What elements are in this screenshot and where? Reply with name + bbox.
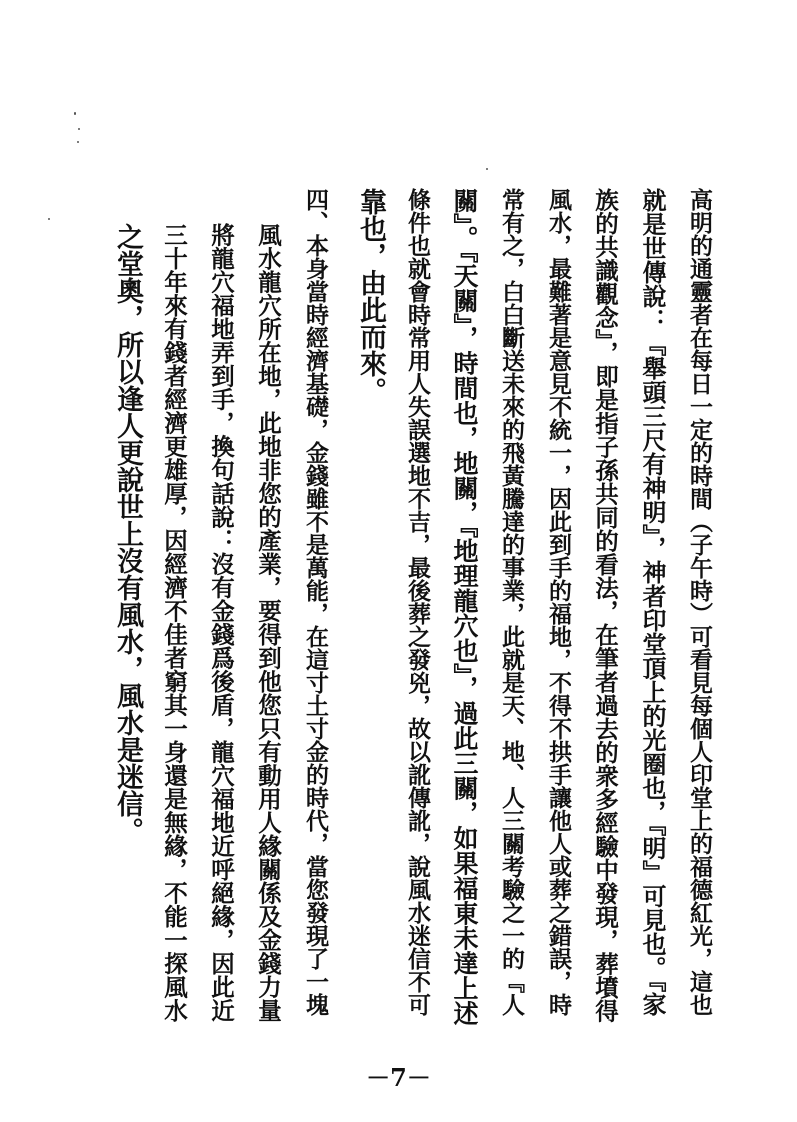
text-line: 族的共識觀念』，即是指子孫共同的看法，在筆者過去的衆多經驗中發現，葬墳得 [591, 188, 619, 1023]
scan-speck [48, 218, 50, 220]
scan-speck [78, 128, 80, 130]
page-number: －7－ [366, 1063, 431, 1092]
text-line: 常有之，白白斷送未來的飛黃騰達的事業，此就是天、地、人三關考驗之一的『人 [498, 188, 525, 1016]
text-line: 風水，最難著是意見不統一，因此到手的福地，不得不拱手讓他人或葬之錯誤，時 [545, 188, 572, 1016]
text-line: 靠也，由此而來。 [355, 188, 386, 404]
text-line: 將龍穴福地弄到手，換句話說：沒有金錢爲後盾，龍穴福地近呼絕緣，因此近 [207, 223, 235, 1022]
text-line: 之堂奧，所以逢人更說世上沒有風水，風水是迷信。 [112, 223, 143, 844]
text-line: 條件也就會時常用人失誤選地不吉，最後葬之發兇，故以訛傳訛，說風水迷信不可 [404, 188, 431, 1016]
text-line: 關』。『天關』，時間也，地關，『地理龍穴也』，過此三關，如果福東未達上述 [450, 188, 479, 1026]
text-line: 四、本身當時經濟基礎，金錢雖不是萬能，在這寸土寸金的時代，當您發現了一塊 [302, 188, 329, 1016]
text-line: 就是世傳說：『舉頭三尺有神明』，神者印堂頂上的光圈也，『明』可見也。『家 [638, 188, 667, 1016]
text-line: 三十年來有錢者經濟更雄厚，因經濟不佳者窮其一身還是無緣，不能一探風水 [160, 223, 188, 1022]
text-line: 高明的通靈者在每日一定的時間（子午時）可看見每個人印堂上的福德紅光，這也 [686, 188, 713, 1016]
scan-speck [77, 141, 79, 143]
text-line: 風水龍穴所在地，此地非您的產業，要得到他您只有動用人緣關係及金錢力量 [254, 223, 282, 1022]
scan-speck [486, 168, 488, 170]
scan-speck [74, 112, 76, 115]
